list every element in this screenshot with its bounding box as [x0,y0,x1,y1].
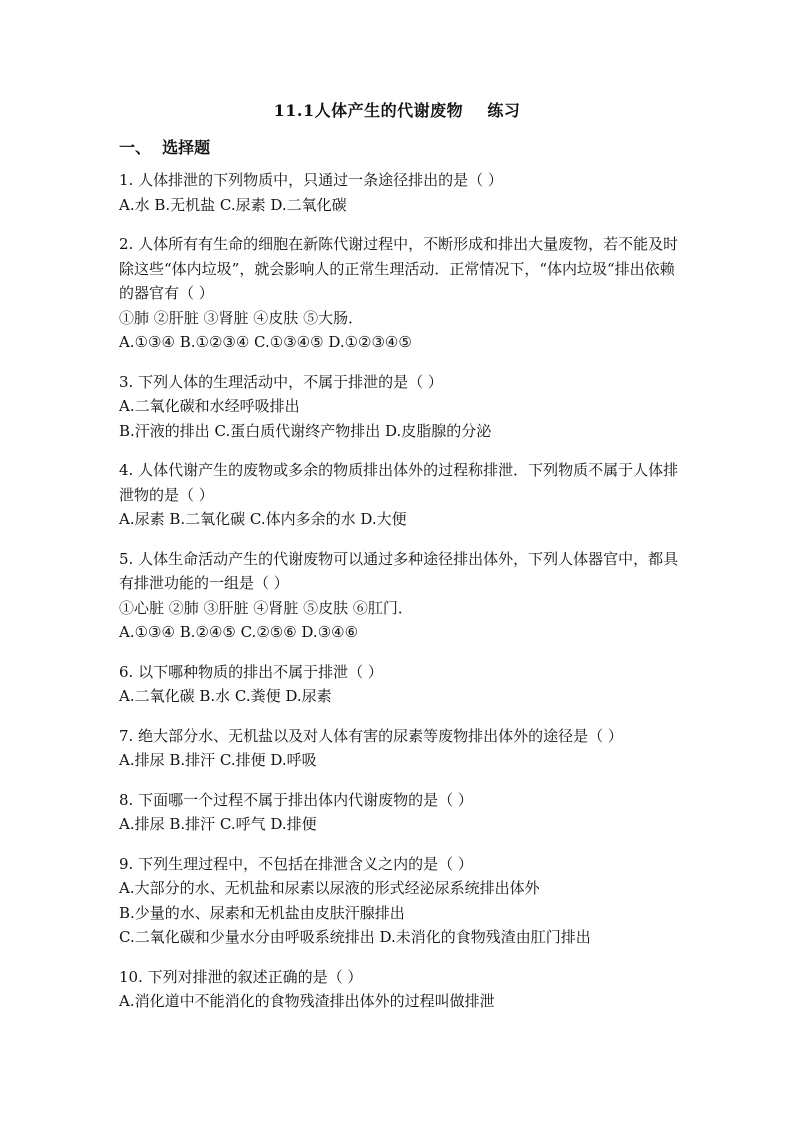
question-option-line: A.二氧化碳 B.水 C.粪便 D.尿素 [119,687,332,705]
question-stem: 6. 以下哪种物质的排出不属于排泄（ ） [119,662,383,681]
question-option-line: B.汗液的排出 C.蛋白质代谢终产物排出 D.皮脂腺的分泌 [119,421,492,440]
question-stem: 10. 下列对排泄的叙述正确的是（ ） [119,967,363,986]
question-option-line: A.水 B.无机盐 C.尿素 D.二氧化碳 [119,195,347,214]
question-stem: 9. 下列生理过程中，不包括在排泄含义之内的是（ ） [119,854,473,873]
question-option-line: A.①③④ B.①②③④ C.①③④⑤ D.①②③④⑤ [119,333,412,351]
question-stem: 7. 绝大部分水、无机盐以及对人体有害的尿素等废物排出体外的途径是（ ） [119,726,623,745]
question-option-line: A.尿素 B.二氧化碳 C.体内多余的水 D.大便 [119,510,407,528]
question-stem: 3. 下列人体的生理活动中，不属于排泄的是（ ） [119,372,443,391]
question-item [119,724,679,773]
question-stem: 2. 人体所有有生命的细胞在新陈代谢过程中，不断形成和排出大量废物，若不能及时除这些“体内垃圾”，就会影响人的正常生理活动．正常情况下，“体内垃圾“排出依赖的器官有（ ） [119,235,679,302]
section-heading: 一、 选择题 [119,138,211,157]
question-option-line: A.①③④ B.②④⑤ C.②⑤⑥ D.③④⑥ [119,623,359,641]
question-option-line: C.二氧化碳和少量水分由呼吸系统排出 D.未消化的食物残渣由肛门排出 [119,928,591,946]
question-stem: 4. 人体代谢产生的废物或多余的物质排出体外的过程称排泄．下列物质不属于人体排泄物的是（ ） [119,461,679,504]
question-list [119,168,679,1029]
question-item [119,852,679,950]
question-option-line: A.消化道中不能消化的食物残渣排出体外的过程叫做排泄 [119,992,495,1010]
question-option-line: A.排尿 B.排汗 C.排便 D.呼吸 [119,751,317,769]
question-option-line: A.二氧化碳和水经呼吸排出 [119,397,300,415]
question-item [119,232,679,355]
question-stem: 1. 人体排泄的下列物质中，只通过一条途径排出的是（ ） [119,171,503,189]
question-item [119,965,679,1014]
question-item [119,168,679,217]
question-option-line: A.排尿 B.排汗 C.呼气 D.排便 [119,815,317,833]
question-stem: 5. 人体生命活动产生的代谢废物可以通过多种途径排出体外，下列人体器官中，都具有排泄功能的一组是（ ） [119,549,679,592]
question-item [119,788,679,837]
question-option-line: ①心脏 ②肺 ③肝脏 ④肾脏 ⑤皮肤 ⑥肛门． [119,598,413,617]
question-item [119,660,679,709]
question-item [119,458,679,532]
question-option-line: ①肺 ②肝脏 ③肾脏 ④皮肤 ⑤大肠． [119,308,364,327]
question-option-line: B.少量的水、尿素和无机盐由皮肤汗腺排出 [119,903,405,922]
page-title: 11.1人体产生的代谢废物 练习 [273,101,521,120]
question-stem: 8. 下面哪一个过程不属于排出体内代谢废物的是（ ） [119,790,473,809]
question-option-line: A.大部分的水、无机盐和尿素以尿液的形式经泌尿系统排出体外 [119,879,540,897]
question-item [119,370,679,444]
question-item [119,547,679,645]
